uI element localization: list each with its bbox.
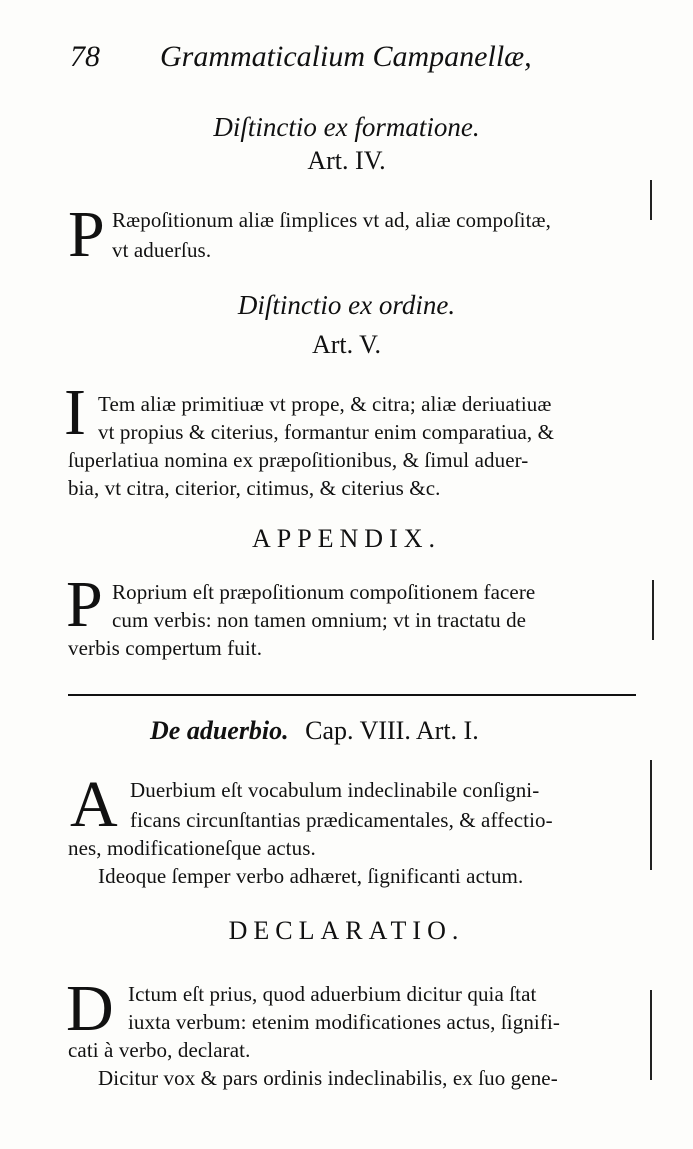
text-line: ficans circunſtantias prædicamentales, & affectio-	[130, 808, 553, 832]
text-line: Ictum eſt prius, quod aduerbium dicitur quia ſtat	[128, 982, 537, 1006]
scan-edge-mark	[650, 760, 652, 870]
text-line: bia, vt citra, citerior, citimus, & citerius &c.	[68, 476, 441, 500]
scan-edge-mark	[650, 180, 652, 220]
dropcap-d: D	[66, 972, 114, 1045]
text-line: vt propius & citerius, formantur enim comparatiua, &	[98, 420, 555, 444]
text-line: cum verbis: non tamen omnium; vt in tractatu de	[112, 608, 527, 632]
chapter-title	[150, 716, 479, 746]
dropcap-a: A	[70, 768, 118, 841]
text-line: nes, modificationeſque actus.	[68, 836, 316, 860]
text-line: Dicitur vox & pars ordinis indeclinabilis, ex ſuo gene-	[98, 1066, 558, 1090]
appendix-heading: APPENDIX.	[251, 524, 442, 553]
text-line: Ræpoſitionum aliæ ſimplices vt ad, aliæ compoſitæ,	[112, 208, 551, 232]
scan-edge-mark	[650, 990, 652, 1080]
section-heading-formatione: Diſtinctio ex formatione.	[213, 112, 480, 142]
section-divider	[68, 694, 636, 696]
text-line: cati à verbo, declarat.	[68, 1038, 251, 1062]
text-line: verbis compertum fuit.	[68, 636, 263, 660]
text-line: vt aduerſus.	[112, 238, 212, 262]
scan-edge-mark	[652, 580, 654, 640]
text-line: Ideoque ſemper verbo adhæret, ſignificanti actum.	[98, 864, 524, 888]
text-line: Tem aliæ primitiuæ vt prope, & citra; aliæ deriuatiuæ	[98, 392, 552, 416]
dropcap-p-appendix: P	[66, 568, 103, 641]
text-line: Duerbium eſt vocabulum indeclinabile conſigni-	[130, 778, 540, 802]
dropcap-p: P	[68, 198, 105, 271]
running-title: Grammaticalium Campanellæ,	[160, 40, 532, 73]
article-number-iv: Art. IV.	[307, 146, 386, 175]
text-line: ſuperlatiua nomina ex præpoſitionibus, & ſimul aduer-	[68, 448, 529, 472]
chapter-title-italic: De aduerbio.	[150, 716, 289, 745]
article-number-v: Art. V.	[311, 330, 382, 359]
page-number: 78	[70, 40, 100, 73]
text-line: Roprium eſt præpoſitionum compoſitionem facere	[112, 580, 536, 604]
section-heading-ordine: Diſtinctio ex ordine.	[237, 290, 456, 320]
text-line: iuxta verbum: etenim modificationes actus, ſignifi-	[128, 1010, 560, 1034]
dropcap-i: I	[64, 376, 86, 449]
chapter-title-number: Cap. VIII. Art. I.	[305, 716, 479, 745]
declaratio-heading: DECLARATIO.	[228, 916, 465, 945]
